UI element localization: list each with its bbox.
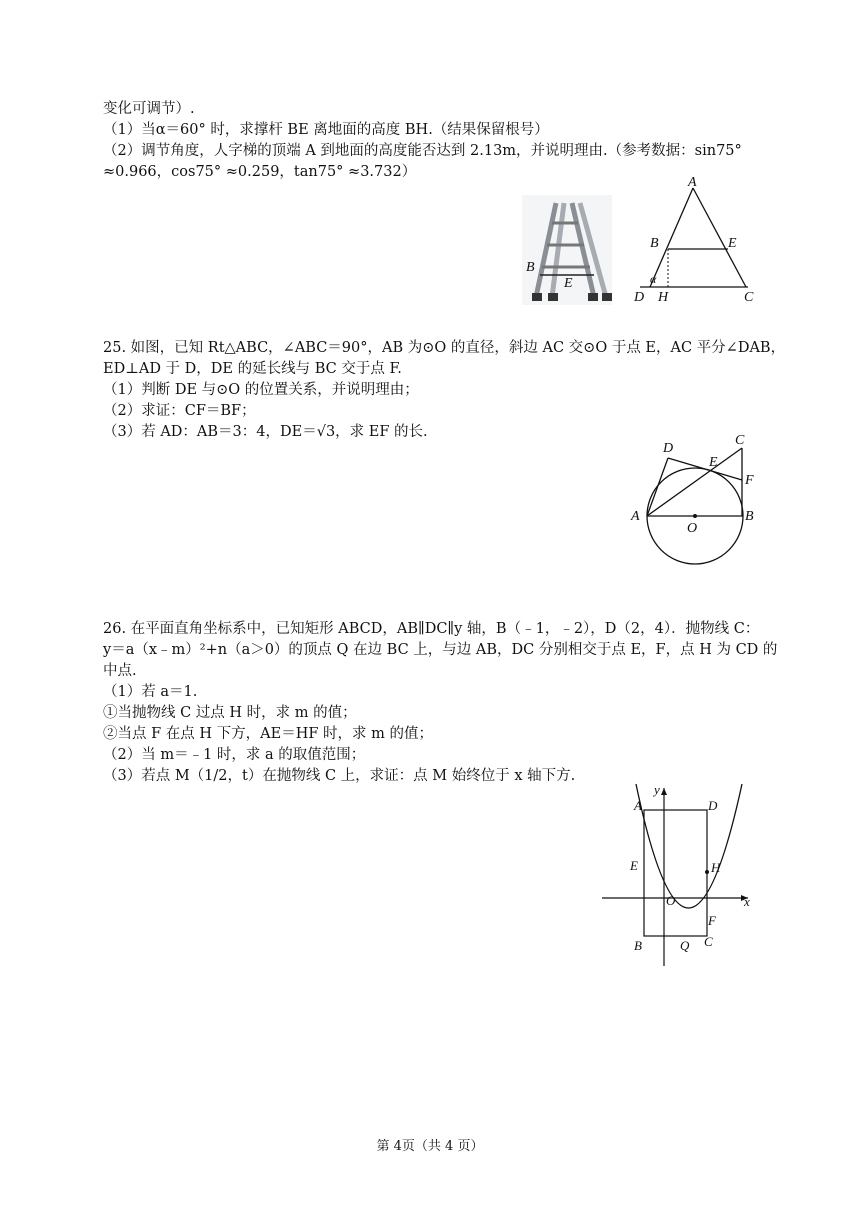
tri-label-E: E xyxy=(728,236,737,251)
para-label-B: B xyxy=(634,938,642,953)
q25-line-1: 25. 如图，已知 Rt△ABC，∠ABC＝90°，AB 为⊙O 的直径，斜边 AC 交⊙O 于点 E，AC 平分∠DAB， xyxy=(103,340,786,356)
tri-label-B: B xyxy=(650,236,659,251)
tri-label-C: C xyxy=(744,290,754,305)
q26-line-7: （2）当 m＝﹣1 时，求 a 的取值范围； xyxy=(103,747,366,763)
q25-line-4: （2）求证：CF＝BF； xyxy=(103,403,256,419)
circ-label-B: B xyxy=(745,509,754,524)
para-label-A: A xyxy=(634,798,642,813)
photo-label-E: E xyxy=(564,276,573,291)
q26-line-1: 26. 在平面直角坐标系中，已知矩形 ABCD，AB∥DC∥y 轴，B（﹣1，﹣2），D（2，4）．抛物线 C： xyxy=(103,621,760,637)
ladder-photo xyxy=(522,195,612,305)
circ-label-C: C xyxy=(735,433,745,448)
q25-line-3: （1）判断 DE 与⊙O 的位置关系，并说明理由； xyxy=(103,382,419,398)
para-label-O: O xyxy=(666,893,676,908)
para-label-C: C xyxy=(704,934,713,949)
q26-line-8: （3）若点 M（1/2，t）在抛物线 C 上，求证：点 M 始终位于 x 轴下方. xyxy=(103,768,576,784)
para-label-y: y xyxy=(654,782,660,797)
q24-line-1: 变化可调节）. xyxy=(103,101,195,117)
circ-label-E: E xyxy=(709,455,718,470)
para-label-D: D xyxy=(708,798,718,813)
tri-label-D: D xyxy=(634,290,645,305)
tri-label-H: H xyxy=(658,290,669,305)
circ-label-O: O xyxy=(687,521,698,536)
q26-line-5: ①当抛物线 C 过点 H 时，求 m 的值； xyxy=(103,705,357,721)
ladder-triangle-diagram xyxy=(630,175,760,305)
para-label-E: E xyxy=(630,858,638,873)
q24-line-4: ≈0.966，cos75° ≈0.259，tan75° ≈3.732） xyxy=(103,164,417,180)
circ-label-F: F xyxy=(745,473,754,488)
parabola-rectangle-figure xyxy=(600,780,760,970)
q26-line-2: y＝a（x﹣m）²+n（a＞0）的顶点 Q 在边 BC 上，与边 AB，DC 分别相交于点 E，F，点 H 为 CD 的 xyxy=(103,642,778,658)
page-footer: 第 4页（共 4 页） xyxy=(376,1139,484,1154)
para-label-x: x xyxy=(744,894,750,909)
tri-label-alpha: α xyxy=(650,272,657,286)
circ-label-D: D xyxy=(663,441,674,456)
q24-line-3: （2）调节角度，人字梯的顶端 A 到地面的高度能否达到 2.13m，并说明理由.（参考数据：sin75° xyxy=(103,143,742,159)
circle-geometry-figure xyxy=(625,430,765,570)
photo-label-B: B xyxy=(526,260,535,275)
q26-line-4: （1）若 a＝1. xyxy=(103,684,198,700)
para-label-H: H xyxy=(711,860,721,875)
q26-line-3: 中点. xyxy=(103,663,137,679)
q25-line-5: （3）若 AD：AB＝3：4，DE＝√3，求 EF 的长. xyxy=(103,424,428,440)
q24-line-2: （1）当α＝60° 时，求撑杆 BE 离地面的高度 BH.（结果保留根号） xyxy=(103,122,549,138)
circ-label-A: A xyxy=(631,509,640,524)
para-label-Q: Q xyxy=(680,938,690,953)
q26-line-6: ②当点 F 在点 H 下方，AE＝HF 时，求 m 的值； xyxy=(103,726,433,742)
tri-label-A: A xyxy=(688,175,697,190)
para-label-F: F xyxy=(708,913,716,928)
q25-line-2: ED⊥AD 于 D，DE 的延长线与 BC 交于点 F. xyxy=(103,361,402,377)
